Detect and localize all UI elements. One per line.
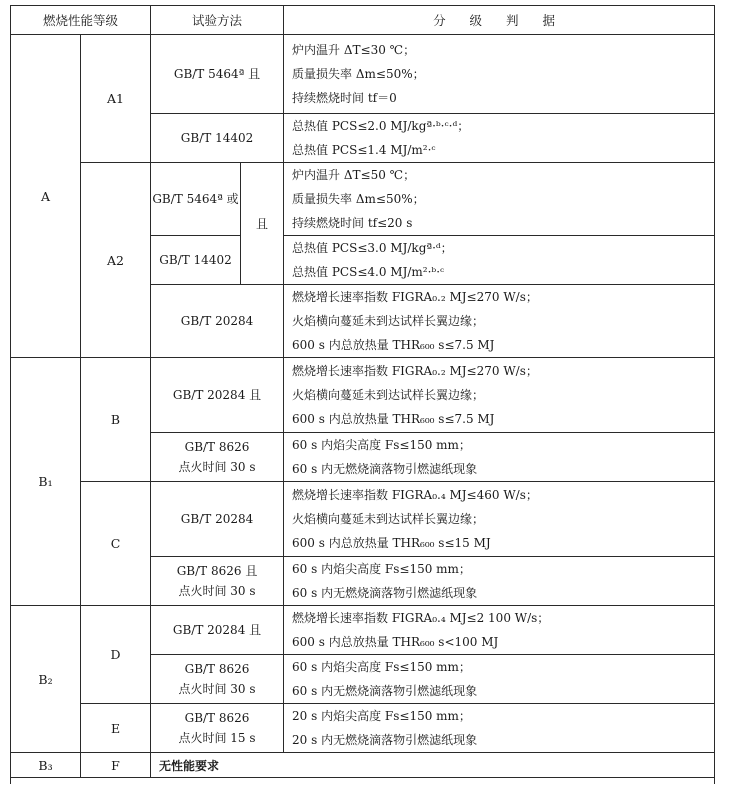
table-row [11,35,715,114]
sublevel-f: F [111,757,120,773]
criteria-line: 60 s 内焰尖高度 Fs≤150 mm； [292,438,471,452]
sublevel-cell-f [81,753,151,778]
criteria-line: 60 s 内焰尖高度 Fs≤150 mm； [292,562,471,576]
criteria-line: 600 s 内总放热量 THR₆₀₀ s≤15 MJ [292,536,491,550]
criteria-line: 持续燃烧时间 tf≤20 s [292,216,413,230]
method-cell [151,433,284,482]
criteria-line: 质量损失率 Δm≤50%； [292,192,425,206]
table-row [11,163,715,236]
table-row [11,358,715,433]
header-method [151,6,284,35]
criteria-cell [284,704,715,753]
method-text: 点火时间 30 s [178,682,256,696]
method-cell [151,358,284,433]
method-cell [151,114,284,163]
header-method-text: 试验方法 [192,13,243,28]
sublevel-a2: A2 [107,252,124,268]
sublevel-cell-d [81,606,151,704]
criteria-line: 600 s 内总放热量 THR₆₀₀ s≤7.5 MJ [292,412,495,426]
header-criteria-text: 分 级 判 据 [433,13,565,28]
criteria-line: 600 s 内总放热量 THR₆₀₀ s≤7.5 MJ [292,338,495,352]
table-row [11,753,715,778]
method-text: GB/T 8626 [184,440,250,454]
method-cell [151,35,284,114]
table-row [11,482,715,557]
level-cell-b1 [11,358,81,606]
method-text: 点火时间 30 s [178,460,256,474]
method-text: GB/T 5464ª 且 [173,67,261,81]
sublevel-cell-a1 [81,35,151,163]
fire-classification-table [10,5,715,784]
method-text: GB/T 8626 且 [176,564,258,578]
method-cell [151,482,284,557]
method-text: GB/T 20284 [180,512,254,526]
method-text: GB/T 14402 [180,131,254,145]
method-cell [151,655,284,704]
method-cell [151,704,284,753]
criteria-cell [284,236,715,285]
method-text: 点火时间 15 s [178,731,256,745]
level-cell-a [11,35,81,358]
criteria-line: 总热值 PCS≤3.0 MJ/kgª·ᵈ； [292,241,453,255]
criteria-cell [284,35,715,114]
criteria-line: 炉内温升 ΔT≤30 ℃； [292,43,416,57]
method-text: GB/T 14402 [159,253,232,267]
criteria-line: 60 s 内无燃烧滴落物引燃滤纸现象 [292,586,478,600]
criteria-line: 20 s 内焰尖高度 Fs≤150 mm； [292,709,471,723]
header-level [11,6,151,35]
criteria-line: 60 s 内无燃烧滴落物引燃滤纸现象 [292,684,478,698]
criteria-line: 燃烧增长速率指数 FIGRA₀.₄ MJ≤460 W/s； [292,488,538,502]
method-cell [151,163,241,236]
no-requirement-cell [151,753,715,778]
criteria-cell [284,114,715,163]
criteria-line: 总热值 PCS≤2.0 MJ/kgª·ᵇ·ᶜ·ᵈ； [292,119,470,133]
criteria-line: 总热值 PCS≤4.0 MJ/m²·ᵇ·ᶜ [292,265,445,279]
header-criteria [284,6,715,35]
method-cell [151,606,284,655]
criteria-line: 20 s 内无燃烧滴落物引燃滤纸现象 [292,733,478,747]
sublevel-d: D [110,647,121,662]
criteria-line: 持续燃烧时间 tf＝0 [292,91,397,105]
criteria-line: 60 s 内无燃烧滴落物引燃滤纸现象 [292,462,478,476]
method-text: GB/T 20284 且 [172,623,262,637]
sublevel-e: E [110,720,121,736]
header-row [11,6,715,35]
join-text: 且 [256,217,269,231]
table-row [11,606,715,655]
criteria-cell [284,163,715,236]
criteria-cell [284,606,715,655]
criteria-cell [284,285,715,358]
no-requirement-text: 无性能要求 [159,758,220,773]
level-b1: B₁ [38,474,53,489]
method-text: GB/T 8626 [184,711,250,725]
sublevel-cell-b [81,358,151,482]
method-text: GB/T 20284 [180,314,254,328]
level-cell-b2 [11,606,81,753]
criteria-cell [284,655,715,704]
table-tail [11,778,715,785]
criteria-line: 燃烧增长速率指数 FIGRA₀.₂ MJ≤270 W/s； [292,290,538,304]
criteria-line: 火焰横向蔓延未到达试样长翼边缘； [292,388,485,402]
sublevel-b: B [110,412,121,427]
level-cell-b3 [11,753,81,778]
criteria-line: 质量损失率 Δm≤50%； [292,67,425,81]
level-b2: B₂ [38,671,53,687]
join-cell [241,163,284,285]
criteria-line: 燃烧增长速率指数 FIGRA₀.₄ MJ≤2 100 W/s； [292,611,550,625]
sublevel-cell-e [81,704,151,753]
criteria-line: 燃烧增长速率指数 FIGRA₀.₂ MJ≤270 W/s； [292,364,538,378]
level-a: A [40,188,51,204]
criteria-line: 火焰横向蔓延未到达试样长翼边缘； [292,512,485,526]
header-level-text: 燃烧性能等级 [43,13,119,28]
criteria-cell [284,482,715,557]
sublevel-c: C [110,536,121,551]
criteria-line: 总热值 PCS≤1.4 MJ/m²·ᶜ [292,143,436,157]
sublevel-cell-a2 [81,163,151,358]
tail-cell [11,778,715,785]
method-text: GB/T 20284 且 [172,388,262,402]
criteria-line: 炉内温升 ΔT≤50 ℃； [292,168,416,182]
sublevel-a1: A1 [107,91,124,106]
level-b3: B₃ [38,757,53,773]
method-text: 点火时间 30 s [178,584,256,598]
criteria-cell [284,557,715,606]
method-text: GB/T 5464ª 或 [152,192,239,206]
method-text: GB/T 8626 [184,662,250,676]
table-row [11,704,715,753]
method-cell [151,285,284,358]
criteria-line: 60 s 内焰尖高度 Fs≤150 mm； [292,660,471,674]
criteria-line: 600 s 内总放热量 THR₆₀₀ s<100 MJ [292,635,499,649]
criteria-line: 火焰横向蔓延未到达试样长翼边缘； [292,314,485,328]
criteria-cell [284,433,715,482]
sublevel-cell-c [81,482,151,606]
method-cell [151,236,241,285]
method-cell [151,557,284,606]
criteria-cell [284,358,715,433]
